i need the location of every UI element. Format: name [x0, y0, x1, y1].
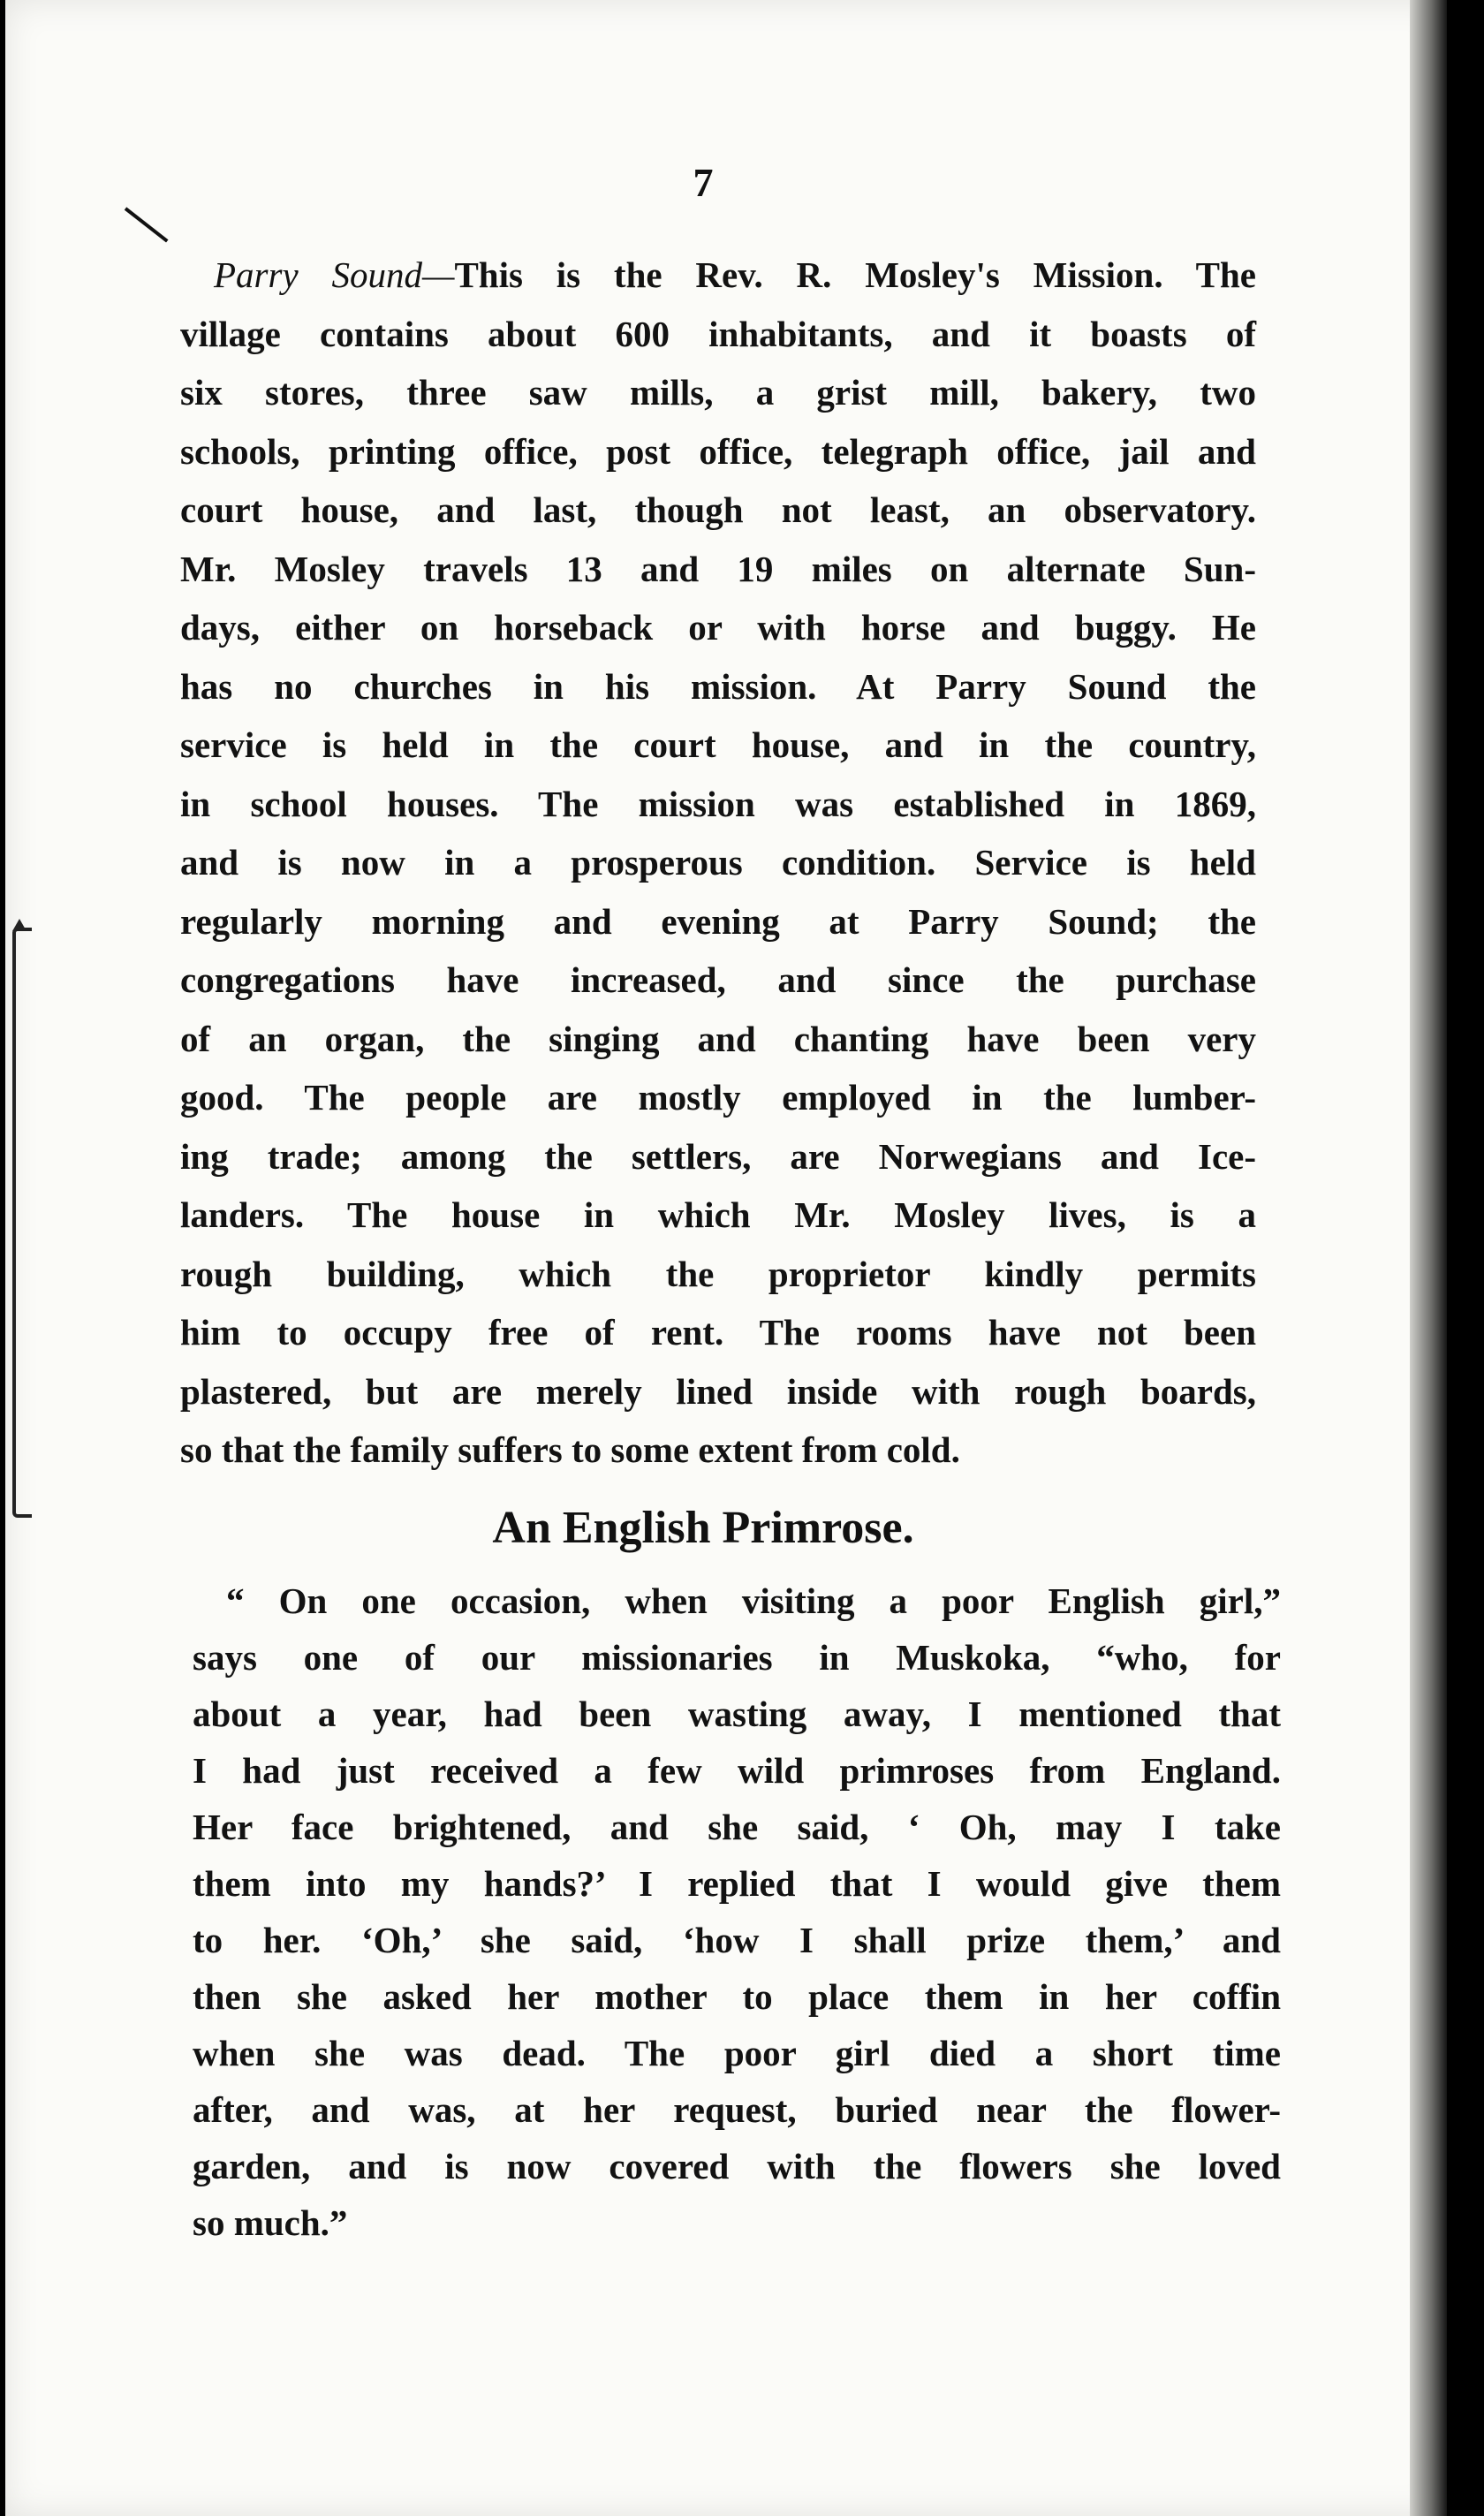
text-line: court house, and last, though not least, an observatory. — [180, 489, 1256, 530]
page-number: 7 — [693, 160, 714, 205]
parry-sound-paragraph — [180, 246, 1256, 1480]
text-line: six stores, three saw mills, a grist mill, bakery, two — [180, 372, 1256, 413]
page-edge — [1410, 0, 1447, 2516]
text-line: to her. ‘Oh,’ she said, ‘how I shall prize them,’ and — [193, 1920, 1281, 1960]
text-line: schools, printing office, post office, telegraph office, jail and — [180, 430, 1256, 472]
text-line: of an organ, the singing and chanting have been very — [180, 1018, 1256, 1059]
text-line: good. The people are mostly employed in the lumber- — [180, 1077, 1256, 1118]
text-line: when she was dead. The poor girl died a short time — [193, 2033, 1281, 2073]
margin-bracket — [12, 928, 32, 1518]
text-line: after, and was, at her request, buried near the flower- — [193, 2089, 1281, 2130]
text-line: has no churches in his mission. At Parry Sound the — [180, 665, 1256, 707]
text-line: days, either on horseback or with horse and buggy. He — [180, 607, 1256, 648]
text-line: and is now in a prosperous condition. Service is held — [180, 842, 1256, 883]
section-lead: Parry Sound— — [214, 254, 455, 295]
text-line: about a year, had been wasting away, I mentioned that — [193, 1694, 1281, 1734]
text-line: him to occupy free of rent. The rooms have not been — [180, 1312, 1256, 1353]
text-line: in school houses. The mission was established in 1869, — [180, 783, 1256, 824]
text-line: village contains about 600 inhabitants, and it boasts of — [180, 313, 1256, 354]
text-line: then she asked her mother to place them in her coffin — [193, 1976, 1281, 2017]
section-heading: An English Primrose. — [492, 1503, 914, 1553]
text-line: landers. The house in which Mr. Mosley lives, is a — [180, 1194, 1256, 1235]
text-line: says one of our missionaries in Muskoka, “who, for — [193, 1637, 1281, 1678]
text-line: congregations have increased, and since the purchase — [180, 959, 1256, 1000]
text-line: service is held in the court house, and in the country, — [180, 724, 1256, 765]
text-line: so that the family suffers to some extent from cold. — [180, 1429, 960, 1470]
text-line: regularly morning and evening at Parry Sound; the — [180, 900, 1256, 942]
text-line: Parry Sound—This is the Rev. R. Mosley's Mission. The — [214, 254, 1256, 295]
text-line: I had just received a few wild primroses from England. — [193, 1750, 1281, 1791]
text-line: them into my hands?’ I replied that I would give them — [193, 1863, 1281, 1904]
text-line: ing trade; among the settlers, are Norwegians and Ice- — [180, 1135, 1256, 1177]
text-line: Mr. Mosley travels 13 and 19 miles on alternate Sun- — [180, 548, 1256, 589]
primrose-paragraph — [193, 1572, 1281, 2251]
text-line: so much.” — [193, 2202, 348, 2243]
text-line: “ On one occasion, when visiting a poor English girl,” — [226, 1580, 1281, 1621]
book-page — [5, 0, 1447, 2516]
pencil-mark — [125, 207, 169, 242]
text-line: rough building, which the proprietor kindly permits — [180, 1253, 1256, 1294]
text-line: Her face brightened, and she said, ‘ Oh, may I take — [193, 1807, 1281, 1847]
text-line: plastered, but are merely lined inside with rough boards, — [180, 1370, 1256, 1412]
text-line: garden, and is now covered with the flowers she loved — [193, 2146, 1281, 2186]
